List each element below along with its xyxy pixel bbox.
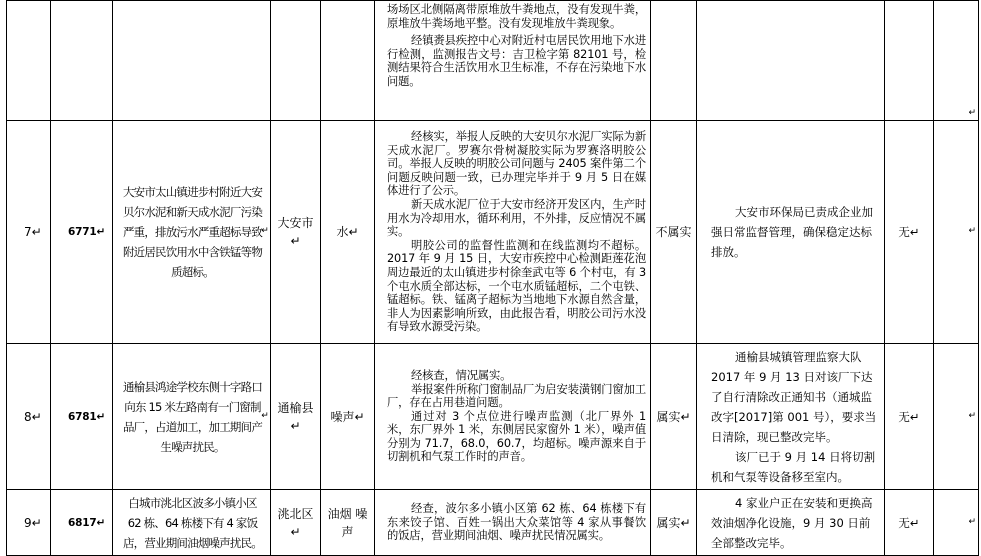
findings-paragraph: 场场区北侧隔离带原堆放牛粪地点，没有发现牛粪，原堆放牛粪场地平整。没有发现堆放牛粪现象。 [387,3,646,30]
type-cell: 噪声↵ [321,344,375,490]
result-paragraph: 大安市环保局已责成企业加强日常监督管理，确保稳定达标排放。 [711,205,873,259]
type-text: 油烟 噪声 [327,506,368,539]
accountability-cell [885,1,934,121]
accountability-text: 无 [898,225,910,239]
region-text: 大安市 [277,216,314,230]
type-cell [321,490,375,556]
complaint-text: 通榆县鸿途学校东侧十字路口向东 15 米左路南有一门窗制品厂，占道加工，加工期间产生噪声扰民。 [122,379,263,454]
result-paragraph: 4 家业户正在安装和更换高效油烟净化设施，9 月 30 日前全部整改完毕。 [711,495,873,550]
result-paragraph: 通榆县城镇管理监察大队 2017 年 9 月 13 日对该厂下达了自行清除改正通知书（通城监改字[2017]第 001 号），要求当日清除，现已整改完毕。 [711,349,877,444]
result-cell [697,344,885,490]
findings-paragraph: 经镇赉县疾控中心对附近村屯居民饮用地下水进行检测，监测报告文号：吉卫检字第 82101 号，检测结果符合生活饮用水卫生标准，不存在污染地下水问题。 [387,34,646,88]
table-row [7,1,979,121]
code-cell: 6781↵ [51,344,113,490]
paragraph-mark: ↵ [968,410,976,421]
accountability-text: 无 [898,515,910,530]
type-cell [321,1,375,121]
case-code: 6781 [68,410,97,423]
paragraph-mark: ↵ [968,226,976,236]
case-code: 6817 [68,516,97,529]
table-row [7,121,979,344]
verdict-text: 属实 [656,515,681,530]
table-row [7,490,979,556]
code-cell: 6817↵ [51,490,113,556]
verdict-text: 属实 [656,409,681,424]
findings-cell [375,490,651,556]
code-cell: 6771↵ [51,121,113,344]
accountability-cell: 无↵ [885,490,934,556]
table-row [7,344,979,490]
index-cell [7,1,51,121]
complaint-text: 白城市洮北区波多小镇小区 62 栋、64 栋楼下有 4 家饭店，营业期间油烟噪声扰民。 [122,495,263,550]
findings-paragraph: 明胶公司的监督性监测和在线监测均不超标。2017 年 9 月 15 日，大安市疾控中心检测距莲花泡周边最近的太山镇进步村徐奎武屯等 6 个村屯，有 3 个屯水质全部达标，一个屯水质锰超标，二个屯铁、锰超标。铁、锰离子超标为当地地下水源自然含量，非人为因素影响所致，由此报告看，明胶公司污水没有导致水源受污染。 [387,238,646,334]
case-code: 6771 [68,226,97,238]
complaint-text: 大安市太山镇进步村附近大安贝尔水泥和新天成水泥厂污染严重，排放污水严重超标导致附近居民饮用水中含铁锰等物质超标。 [122,185,263,279]
code-cell [51,1,113,121]
result-cell [697,490,885,556]
findings-cell [375,344,651,490]
row-index: 9 [24,515,32,530]
region-cell [271,1,321,121]
region-cell: 通榆县↵ [271,344,321,490]
verdict-cell [651,121,697,344]
accountability-cell: 无↵ [885,344,934,490]
findings-paragraph: 举报案件所称门窗制品厂为启安装潢钢门窗加工厂，存在占用巷道问题。 [387,382,646,410]
complaint-cell: 大安市太山镇进步村附近大安贝尔水泥和新天成水泥厂污染严重，排放污水严重超标导致附近居民饮用水中含铁锰等物质超标。 ↵ [113,121,271,344]
accountability-cell: 无↵ [885,121,934,344]
index-cell: 7↵ [7,121,51,344]
row-index: 8 [24,409,32,424]
region-text: 通榆县 [277,400,314,415]
remarks-cell [934,490,979,556]
findings-cell [375,1,651,121]
findings-paragraph: 经核查，情况属实。 [411,368,512,382]
type-text: 噪声 [330,409,355,424]
verdict-text: 不属实 [655,225,692,239]
result-cell [697,1,885,121]
verdict-cell: 属实↵ [651,344,697,490]
region-cell: 大安市↵ [271,121,321,344]
region-cell: 洮北区↵ [271,490,321,556]
accountability-text: 无 [898,409,910,424]
paragraph-mark: ↵ [968,516,976,527]
remarks-cell [934,121,979,344]
index-cell: 9↵ [7,490,51,556]
type-cell: 水↵ [321,121,375,344]
complaint-cell [113,1,271,121]
remarks-cell [934,1,979,121]
complaint-cell: 通榆县鸿途学校东侧十字路口向东 15 米左路南有一门窗制品厂，占道加工，加工期间产生噪声扰民。 ↵ [113,344,271,490]
complaint-cell [113,490,271,556]
region-text: 洮北区 [277,506,314,521]
row-index: 7 [24,225,32,239]
findings-paragraph: 通过对 3 个点位进行噪声监测（北厂界外 1 米，东厂界外 1 米，东侧居民家窗外 1 米），噪声值分别为 71.7，68.0，60.7，均超标。噪声源来自于切割机和气泵工作时的声音。 [387,409,646,464]
findings-paragraph: 经核实，举报人反映的大安贝尔水泥厂实际为新天成水泥厂。罗赛尔骨树凝胶实际为罗赛洛明胶公司。举报人反映的明胶公司问题与 2405 案件第二个问题反映问题一致，已办理完毕并于 9 月 5 日在媒体进行了公示。 [387,130,646,198]
index-cell: 8↵ [7,344,51,490]
verdict-cell: 属实↵ [651,490,697,556]
verdict-cell [651,1,697,121]
result-paragraph: 该厂已于 9 月 14 日将切割机和气泵等设备移至室内。 [711,449,876,484]
result-cell [697,121,885,344]
type-text: 水 [336,225,349,239]
remarks-cell [934,344,979,490]
findings-paragraph: 经查，波尔多小镇小区第 62 栋、64 栋楼下有东来饺子馆、百姓一锅出大众菜馆等 4 家从事餐饮的饭店，营业期间油烟、噪声扰民情况属实。 [387,502,646,543]
findings-paragraph: 新天成水泥厂位于大安市经济开发区内，生产时用水为冷却用水，循环利用，不外排，反应情况不属实。 [387,198,646,239]
case-table [6,0,979,556]
findings-cell [375,121,651,344]
paragraph-mark: ↵ [968,108,976,118]
